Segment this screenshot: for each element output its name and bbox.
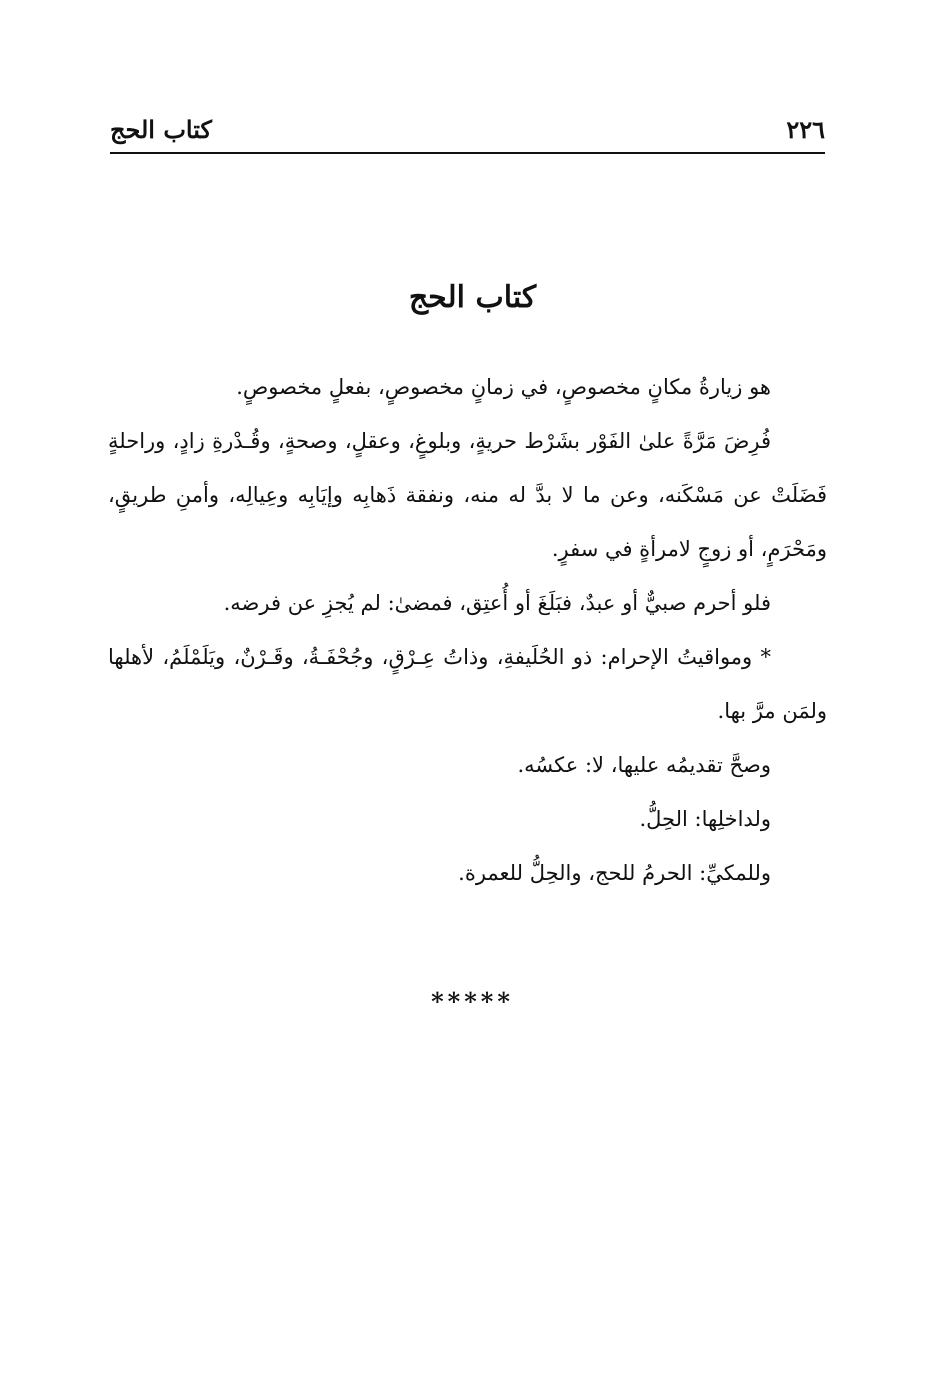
chapter-title: كتاب الحج [408,280,537,315]
paragraph-miqat: * ومواقيتُ الإحرام: ذو الحُلَيفةِ، وذاتُ عِـرْقٍ، وجُحْفَـةُ، وقَـرْنٌ، ويَلَمْلَمُ، لأهلها ولمَن مرَّ بها. [108,645,827,723]
paragraph-child-slave: فلو أحرم صبيٌّ أو عبدٌ، فبَلَغَ أو أُعتِق، فمضىٰ: لم يُجزِ عن فرضه. [223,591,771,615]
paragraph-early-ihram: وصحَّ تقديمُه عليها، لا: عكسُه. [517,753,771,777]
page-header [110,112,825,154]
section-separator: ***** [431,987,514,1016]
paragraph-inside-residents: ولداخلِها: الحِلُّ. [639,807,771,831]
paragraph-definition: هو زيارةُ مكانٍ مخصوصٍ، في زمانٍ مخصوصٍ، بفعلٍ مخصوصٍ. [236,375,771,399]
running-title: كتاب الحج [110,115,212,144]
paragraph-meccans: وللمكيِّ: الحرمُ للحج، والحِلُّ للعمرة. [458,861,771,885]
page-number: ٢٢٦ [786,115,825,144]
paragraph-conditions: فُرِضَ مَرَّةً علىٰ الفَوْر بشَرْط حريةٍ، وبلوغٍ، وعقلٍ، وصحةٍ، وقُـدْرةِ زادٍ، وراحلةٍ فَضَلَتْ عن مَسْكَنه، وعن ما لا بدَّ له منه، ونفقة ذَهابِه وإيَابِه وعِيالِه، وأمنِ طريقٍ، ومَحْرَمٍ، أو زوجٍ لامرأةٍ في سفرٍ. [108,429,827,561]
chapter-body [108,360,827,900]
